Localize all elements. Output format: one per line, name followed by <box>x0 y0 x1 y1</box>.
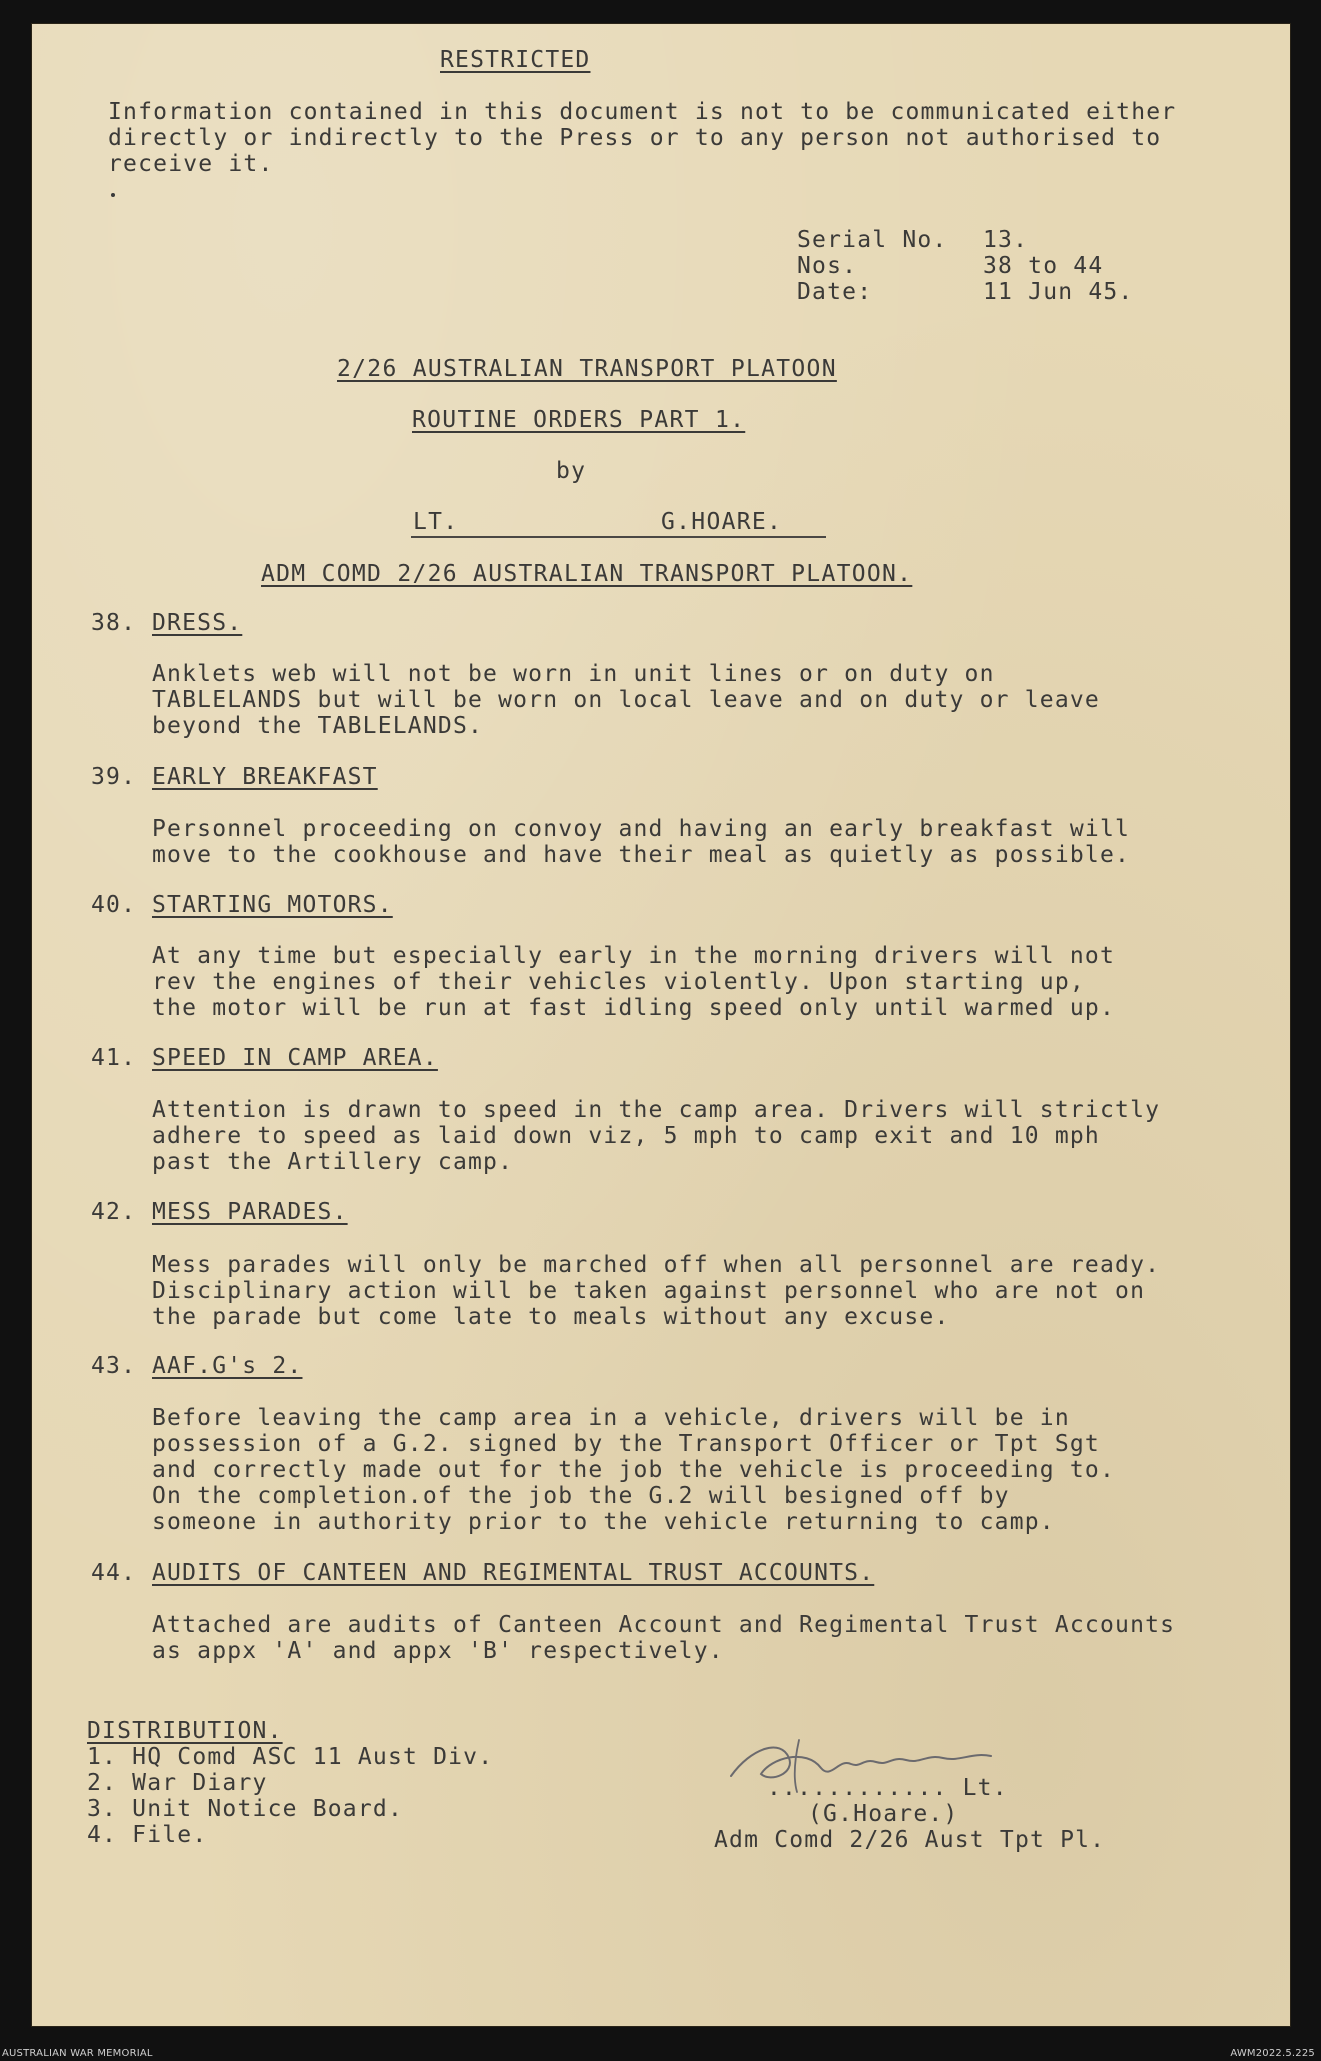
title-by: by <box>556 458 587 484</box>
order-44-line-1: Attached are audits of Canteen Account and Regimental Trust Accounts <box>152 1612 1176 1638</box>
order-44-number: 44. <box>91 1560 137 1586</box>
document-page <box>31 23 1291 2027</box>
notice-line-1: Information contained in this document is not to be communicated either <box>108 99 1177 125</box>
order-40-line-2: rev the engines of their vehicles violently. Upon starting up, <box>152 969 1085 995</box>
order-43-heading: AAF.G's 2. <box>152 1353 303 1379</box>
notice-line-3: receive it. <box>108 151 274 177</box>
order-44-line-2: as appx 'A' and appx 'B' respectively. <box>152 1638 724 1664</box>
nos-value: 38 to 44 <box>983 253 1104 279</box>
title-rank: LT. <box>413 509 459 535</box>
order-42-line-1: Mess parades will only be marched off when all personnel are ready. <box>152 1252 1161 1278</box>
order-43-line-4: On the completion.of the job the G.2 will besigned off by <box>152 1483 1010 1509</box>
order-42-line-3: the parade but come late to meals without any excuse. <box>152 1304 950 1330</box>
order-40-number: 40. <box>91 892 137 918</box>
order-41-line-3: past the Artillery camp. <box>152 1149 514 1175</box>
order-41-line-1: Attention is drawn to speed in the camp area. Drivers will strictly <box>152 1097 1161 1123</box>
order-44-heading: AUDITS OF CANTEEN AND REGIMENTAL TRUST ACCOUNTS. <box>152 1560 875 1586</box>
order-38-line-3: beyond the TABLELANDS. <box>152 713 484 739</box>
date-label: Date: <box>797 279 873 305</box>
title-rank-underline <box>411 536 826 538</box>
distribution-heading: DISTRIBUTION. <box>87 1718 283 1744</box>
order-42-number: 42. <box>91 1199 137 1225</box>
order-38-line-1: Anklets web will not be worn in unit lines or on duty on <box>152 661 995 687</box>
footer-accession-number: AWM2022.5.225 <box>1230 2048 1315 2059</box>
order-40-line-3: the motor will be run at fast idling speed only until warmed up. <box>152 995 1116 1021</box>
order-39-line-2: move to the cookhouse and have their meal as quietly as possible. <box>152 842 1131 868</box>
order-39-heading: EARLY BREAKFAST <box>152 764 378 790</box>
order-42-line-2: Disciplinary action will be taken against personnel who are not on <box>152 1278 1146 1304</box>
distribution-item-4: 4. File. <box>87 1822 208 1848</box>
order-43-number: 43. <box>91 1353 137 1379</box>
distribution-item-1: 1. HQ Comd ASC 11 Aust Div. <box>87 1744 494 1770</box>
order-43-line-5: someone in authority prior to the vehicle returning to camp. <box>152 1509 1055 1535</box>
title-command: ADM COMD 2/26 AUSTRALIAN TRANSPORT PLATOON. <box>261 561 913 587</box>
serial-value: 13. <box>983 227 1029 253</box>
order-38-heading: DRESS. <box>152 610 243 636</box>
title-orders: ROUTINE ORDERS PART 1. <box>412 407 746 433</box>
order-41-line-2: adhere to speed as laid down viz, 5 mph to camp exit and 10 mph <box>152 1123 1100 1149</box>
title-name: G.HOARE. <box>661 509 783 535</box>
distribution-item-2: 2. War Diary <box>87 1770 268 1796</box>
order-38-line-2: TABLELANDS but will be worn on local leave and on duty or leave <box>152 687 1100 713</box>
order-43-line-3: and correctly made out for the job the vehicle is proceeding to. <box>152 1457 1116 1483</box>
signature-dots-rank: ............ Lt. <box>767 1775 1008 1801</box>
order-43-line-2: possession of a G.2. signed by the Transport Officer or Tpt Sgt <box>152 1431 1100 1457</box>
distribution-item-3: 3. Unit Notice Board. <box>87 1796 403 1822</box>
signature-title: Adm Comd 2/26 Aust Tpt Pl. <box>714 1827 1106 1853</box>
footer-institution: AUSTRALIAN WAR MEMORIAL <box>2 2048 153 2059</box>
date-value: 11 Jun 45. <box>983 279 1134 305</box>
order-39-number: 39. <box>91 764 137 790</box>
restricted-label: RESTRICTED <box>440 47 591 73</box>
serial-label: Serial No. <box>797 227 948 253</box>
notice-line-2: directly or indirectly to the Press or to any person not authorised to <box>108 125 1162 151</box>
order-40-heading: STARTING MOTORS. <box>152 892 393 918</box>
order-42-heading: MESS PARADES. <box>152 1199 348 1225</box>
order-39-line-1: Personnel proceeding on convoy and having an early breakfast will <box>152 816 1131 842</box>
order-41-number: 41. <box>91 1045 137 1071</box>
title-unit: 2/26 AUSTRALIAN TRANSPORT PLATOON <box>337 356 837 382</box>
ink-speck <box>111 193 115 197</box>
order-41-heading: SPEED IN CAMP AREA. <box>152 1045 438 1071</box>
order-38-number: 38. <box>91 610 137 636</box>
signature-name: (G.Hoare.) <box>808 1801 959 1827</box>
nos-label: Nos. <box>797 253 858 279</box>
order-40-line-1: At any time but especially early in the morning drivers will not <box>152 943 1116 969</box>
order-43-line-1: Before leaving the camp area in a vehicle, drivers will be in <box>152 1405 1070 1431</box>
